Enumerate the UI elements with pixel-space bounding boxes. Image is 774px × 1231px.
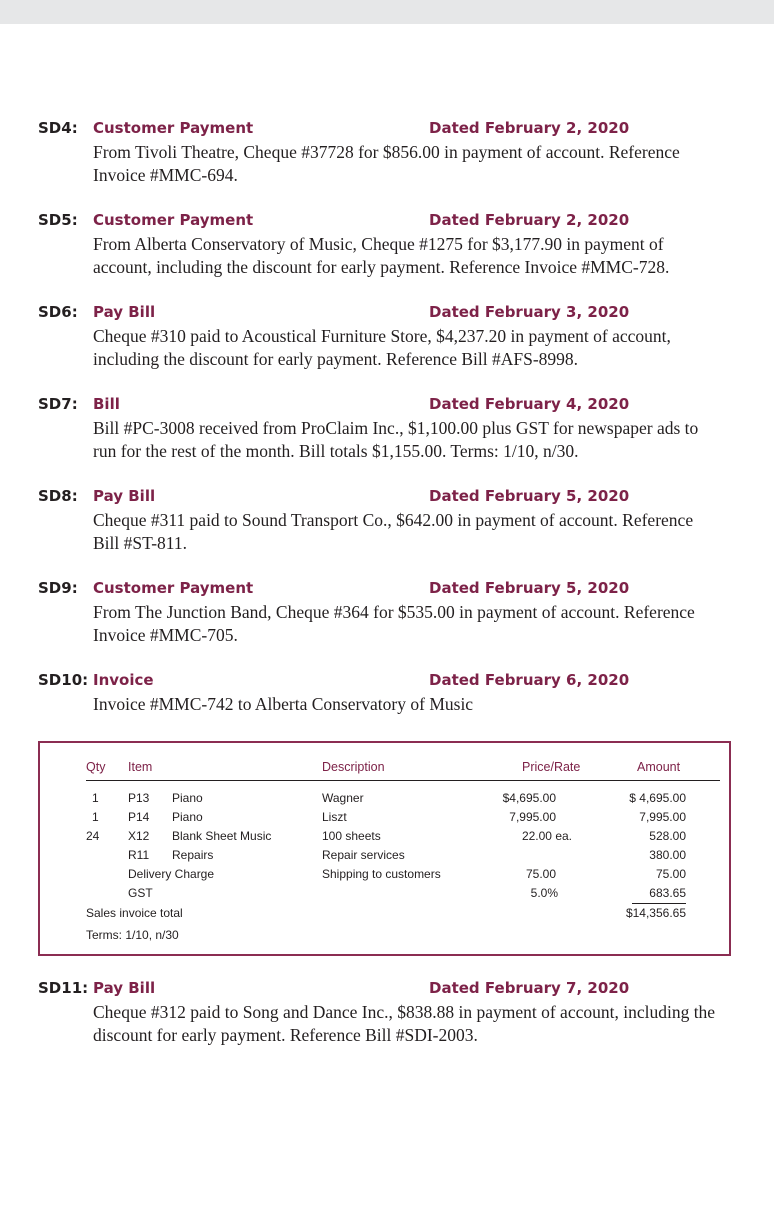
cell-item-code: Delivery Charge [128,867,215,881]
entry-code: SD8: [38,487,78,505]
entry-type: Customer Payment [93,211,254,229]
entry-sd5 [0,211,774,277]
col-header-amount: Amount [637,760,681,774]
cell-price: 7,995.00 [509,810,556,824]
cell-amount: 7,995.00 [639,810,686,824]
entry-code: SD11: [38,979,89,997]
entry-sd8 [0,487,774,553]
cell-item-name: Repairs [172,848,214,862]
cell-item-code: X12 [128,829,150,843]
entry-code: SD5: [38,211,78,229]
cell-item-name: Piano [172,791,203,805]
total-label: Sales invoice total [86,906,183,920]
col-header-item: Item [128,760,153,774]
cell-price: $4,695.00 [502,791,556,805]
total-amount: $14,356.65 [625,906,686,920]
entry-sd10 [0,671,774,714]
entry-type: Pay Bill [93,303,156,321]
cell-price: 5.0% [530,886,558,900]
entry-type: Pay Bill [93,487,156,505]
cell-item-code: P13 [128,791,150,805]
cell-description: Shipping to customers [322,867,441,881]
entry-text: Bill #PC-3008 received from ProClaim Inc., $1,100.00 plus GST for newspaper ads to run for the rest of the month. Bill totals $1,155.00. Terms: 1/10, n/30. [93,418,699,461]
entry-date: Dated February 6, 2020 [429,671,630,689]
entry-date: Dated February 5, 2020 [429,487,630,505]
cell-price: 75.00 [525,867,556,881]
entry-date: Dated February 5, 2020 [429,579,630,597]
cell-amount: 683.65 [649,886,686,900]
cell-item-code: R11 [128,848,150,862]
entry-text: Cheque #312 paid to Song and Dance Inc., $838.88 in payment of account, including the discount for early payment. Reference Bill #SDI-2003. [93,1002,716,1045]
top-gray-bar [0,0,774,24]
entry-type: Customer Payment [93,579,254,597]
col-header-qty: Qty [86,760,106,774]
cell-item-name: Blank Sheet Music [172,829,272,843]
cell-item-code: P14 [128,810,150,824]
cell-description: 100 sheets [322,829,381,843]
entry-sd4 [0,119,774,185]
entry-date: Dated February 3, 2020 [429,303,630,321]
cell-amount: 528.00 [649,829,686,843]
total-rule [632,903,686,904]
entry-code: SD6: [38,303,78,321]
entry-sd7 [0,395,774,461]
entry-type: Customer Payment [93,119,254,137]
entry-type: Pay Bill [93,979,156,997]
cell-price: 22.00 ea. [521,829,572,843]
entry-type: Invoice [93,671,154,689]
entry-text: Cheque #311 paid to Sound Transport Co., $642.00 in payment of account. Reference Bill #ST-811. [93,510,694,553]
entry-code: SD4: [38,119,78,137]
col-header-price: Price/Rate [522,760,581,774]
entry-date: Dated February 2, 2020 [429,211,630,229]
entry-sd9 [0,579,774,645]
entry-sd6 [0,303,774,369]
cell-qty: 24 [86,829,100,843]
cell-item-name: Piano [172,810,203,824]
header-rule [86,780,720,781]
entry-type: Bill [93,395,120,413]
entry-text: Cheque #310 paid to Acoustical Furniture Store, $4,237.20 in payment of account, including the discount for early payment. Reference Bill #AFS-8998. [93,326,671,369]
cell-qty: 1 [92,791,99,805]
entry-code: SD9: [38,579,78,597]
cell-qty: 1 [92,810,99,824]
invoice-terms: Terms: 1/10, n/30 [86,928,179,942]
entry-code: SD7: [38,395,78,413]
entry-text: From The Junction Band, Cheque #364 for $535.00 in payment of account. Reference Invoice #MMC-705. [93,602,695,645]
invoice-box [38,741,731,956]
cell-amount: $ 4,695.00 [629,791,686,805]
cell-description: Repair services [322,848,405,862]
entry-code: SD10: [38,671,89,689]
entry-text: From Alberta Conservatory of Music, Cheque #1275 for $3,177.90 in payment of account, including the discount for early payment. Reference Invoice #MMC-728. [93,234,670,277]
cell-amount: 380.00 [649,848,686,862]
entry-date: Dated February 7, 2020 [429,979,630,997]
entry-text: From Tivoli Theatre, Cheque #37728 for $856.00 in payment of account. Reference Invoice #MMC-694. [93,142,680,185]
entry-sd11 [0,979,774,1045]
cell-description: Liszt [322,810,347,824]
cell-amount: 75.00 [655,867,686,881]
cell-description: Wagner [322,791,364,805]
entry-date: Dated February 2, 2020 [429,119,630,137]
entry-text: Invoice #MMC-742 to Alberta Conservatory of Music [93,694,474,714]
cell-item-code: GST [128,886,153,900]
col-header-description: Description [322,760,385,774]
entry-date: Dated February 4, 2020 [429,395,630,413]
